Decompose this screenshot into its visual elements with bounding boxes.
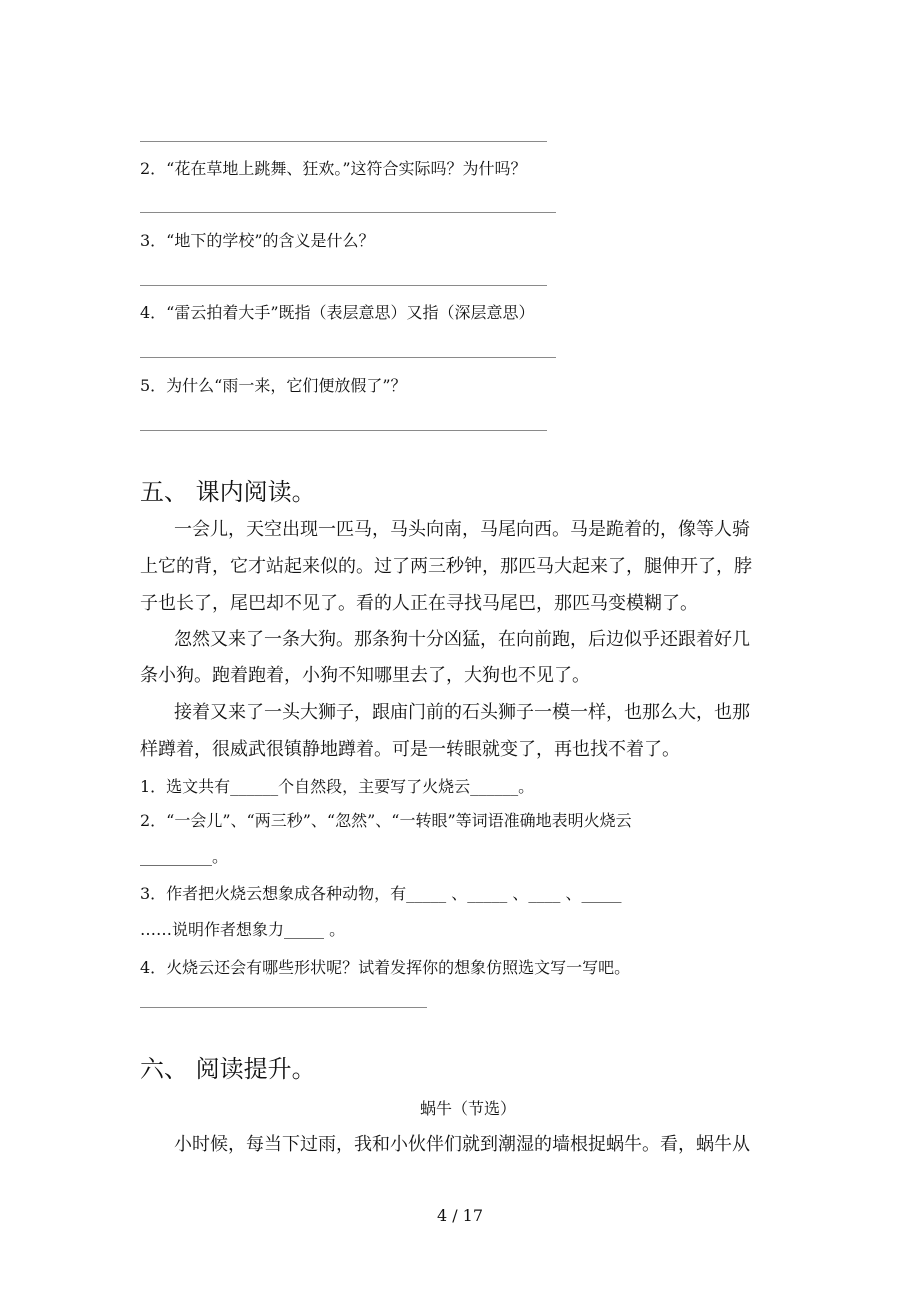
s5-question-3: 3．作者把火烧云想象成各种动物，有_____ 、_____ 、____ 、_____ — [140, 884, 622, 903]
question-4: 4．“雷云拍着大手”既指（表层意思）又指（深层意思） — [140, 303, 535, 322]
passage-line: 子也长了，尾巴却不见了。看的人正在寻找马尾巴，那匹马变模糊了。 — [140, 593, 698, 614]
answer-line — [140, 357, 556, 358]
answer-line — [140, 212, 556, 213]
s5-question-3-cont: ……说明作者想象力_____ 。 — [140, 920, 346, 939]
passage-line: 接着又来了一头大狮子，跟庙门前的石头狮子一模一样，也那么大，也那 — [174, 702, 750, 723]
passage-line: 小时候，每当下过雨，我和小伙伴们就到潮湿的墙根捉蜗牛。看，蜗牛从 — [174, 1134, 750, 1155]
answer-line — [140, 141, 547, 142]
passage-line: 样蹲着，很威武很镇静地蹲着。可是一转眼就变了，再也找不着了。 — [140, 739, 680, 760]
page-number: 4 / 17 — [436, 1206, 484, 1225]
passage-line: 一会儿，天空出现一匹马，马头向南，马尾向西。马是跪着的，像等人骑 — [174, 519, 750, 540]
answer-line — [140, 430, 547, 431]
s5-question-2-blank: _________。 — [140, 847, 229, 866]
question-2: 2．“花在草地上跳舞、狂欢。”这符合实际吗？为什吗？ — [140, 159, 527, 178]
s5-question-4: 4．火烧云还会有哪些形状呢？试着发挥你的想象仿照选文写一写吧。 — [140, 958, 631, 977]
passage-title: 蜗牛（节选） — [420, 1099, 517, 1118]
answer-line — [140, 285, 547, 286]
section-5-heading: 五、 课内阅读。 — [140, 478, 316, 506]
passage-line: 忽然又来了一条大狗。那条狗十分凶猛，在向前跑，后边似乎还跟着好几 — [174, 629, 750, 650]
section-6-heading: 六、 阅读提升。 — [140, 1055, 316, 1083]
passage-line: 条小狗。跑着跑着，小狗不知哪里去了，大狗也不见了。 — [140, 665, 590, 686]
s5-question-2: 2．“一会儿”、“两三秒”、“忽然”、“一转眼”等词语准确地表明火烧云 — [140, 811, 632, 830]
answer-line — [140, 1007, 427, 1008]
question-3: 3．“地下的学校”的含义是什么？ — [140, 231, 375, 250]
passage-line: 上它的背，它才站起来似的。过了两三秒钟，那匹马大起来了，腿伸开了，脖 — [140, 556, 752, 577]
s5-question-1: 1．选文共有______个自然段，主要写了火烧云______。 — [140, 777, 535, 796]
question-5: 5．为什么“雨一来，它们便放假了”？ — [140, 376, 407, 395]
